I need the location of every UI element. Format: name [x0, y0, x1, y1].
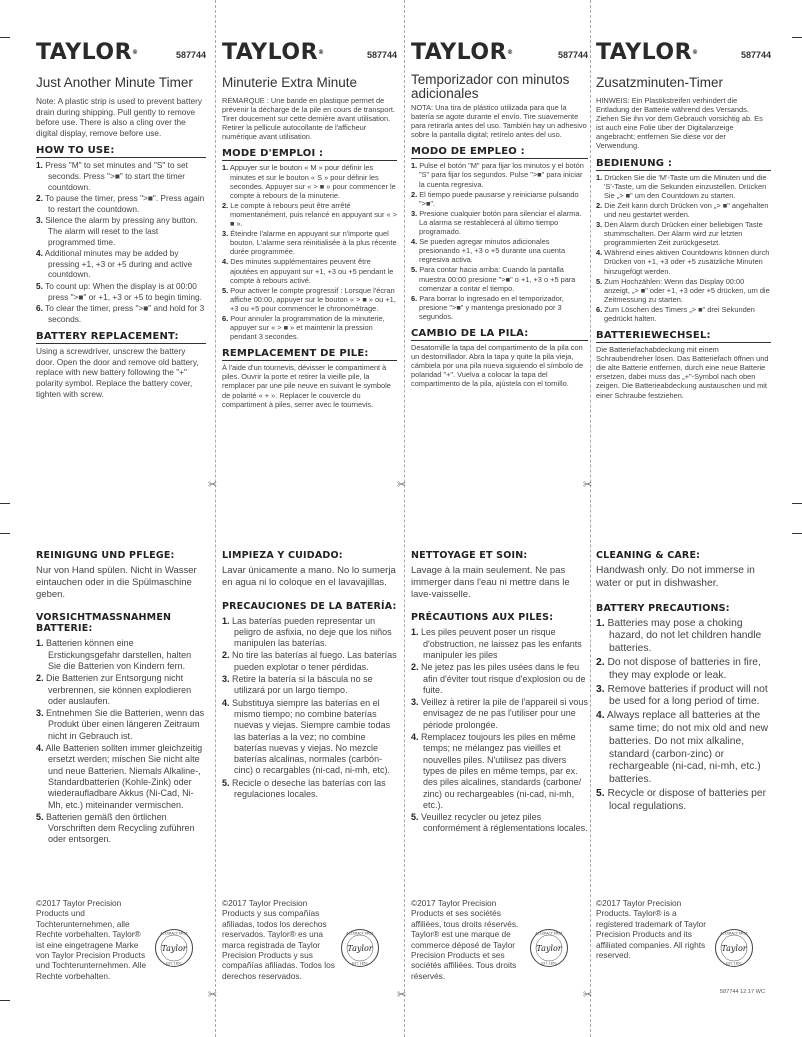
list-item: 6. To clear the timer, press ">■" and hold for 3 seconds. [36, 303, 205, 324]
list-item: 1. Appuyer sur le bouton « M » pour définir les minutes et sur le bouton « S » pour définir les secondes. Appuyer sur « > ■ » pour commencer le compte à rebours de la minuterie. [222, 163, 396, 200]
accuracy-first-seal-icon [340, 928, 380, 968]
list-item: 1. Las baterías pueden representar un peligro de asfixia, no deje que los niños manipulen las baterías. [222, 615, 392, 649]
list-item: 2. Do not dispose of batteries in fire, they may explode or leak. [596, 656, 761, 681]
scissors-icon: ✂ [583, 989, 593, 1001]
battery-heading: BATTERIEWECHSEL: [596, 330, 771, 343]
page-title: Minuterie Extra Minute [222, 75, 358, 90]
care-text: Handwash only. Do not immerse in water or put in dishwasher. [596, 565, 755, 589]
precautions-list [36, 638, 206, 845]
list-item: 4. Alle Batterien sollten immer gleichzeitig ersetzt werden; mischen Sie nicht alte und neue Batterien. Niemals Alkaline-, Standardbatterien (Kohle-Zink) oder wiederaufladbare Akkus (Ni-Cad, Ni-Mh, etc.) miteinander vermischen. [36, 743, 203, 810]
panel-french-care [411, 550, 588, 1000]
list-item: 3. Silence the alarm by pressing any button. The alarm will reset to the last programmed time. [36, 215, 198, 247]
svg-text:ACCURACY FIRST: ACCURACY FIRST [346, 931, 374, 936]
list-item: 4. Substituya siempre las baterías en el mismo tiempo; no combine baterías nuevas y viejas. Siempre cambie todas las baterías a la vez; no combine baterías nuevas y viejas. No mezcle baterías alcalinas, normales (carbón-cinc) o recargables (ni-cad, ni-mh, etc). [222, 697, 391, 776]
care-heading: REINIGUNG UND PFLEGE: [36, 550, 175, 561]
howto-heading: MODO DE EMPLEO : [411, 146, 588, 159]
list-item: 2. Die Zeit kann durch Drücken von „> ■" angehalten und neu gestartet werden. [596, 200, 769, 219]
list-item: 2. Ne jetez pas les piles usées dans le feu afin d'éviter tout risque d'explosion ou de fuite. [411, 662, 586, 695]
list-item: 1. Batteries may pose a choking hazard, do not let children handle batteries. [596, 617, 762, 655]
scissors-icon: ✂ [397, 989, 407, 1001]
battery-heading: CAMBIO DE LA PILA: [411, 328, 588, 341]
taylor-logo: TAYLOR® [36, 42, 139, 65]
precautions-heading: PRECAUCIONES DE LA BATERÍA: [222, 600, 397, 612]
care-heading: NETTOYAGE ET SOIN: [411, 550, 528, 561]
svg-text:Taylor: Taylor [536, 944, 562, 953]
svg-text:EST. 1851: EST. 1851 [726, 961, 742, 966]
svg-text:Taylor: Taylor [347, 944, 373, 953]
panel-spanish-instructions [411, 42, 588, 492]
scissors-icon: ✂ [397, 479, 407, 491]
list-item: 3. Éteindre l'alarme en appuyant sur n'importe quel bouton. L'alarme sera réinitialisée à la plus récente durée programmée. [222, 229, 397, 257]
care-heading: CLEANING & CARE: [596, 550, 701, 561]
care-text: Nur von Hand spülen. Nicht in Wasser eintauchen oder in die Spülmaschine geben. [36, 565, 197, 600]
copyright-text: ©2017 Taylor Precision Products und Tochterunternehmen, alle Rechte vorbehalten. Taylor® ist eine eingetragene Marke von Taylor Precision Products und Tochterunternehmen. Alle Rechte vorbehalten. [36, 898, 147, 981]
precautions-list [222, 616, 397, 801]
taylor-logo: TAYLOR® [222, 42, 325, 65]
list-item: 2. No tire las baterías al fuego. Las baterías pueden explotar o tener pérdidas. [222, 650, 397, 672]
svg-text:EST. 1851: EST. 1851 [352, 961, 368, 966]
list-item: 5. Pour activer le compte progressif : Lorsque l'écran affiche 00:00, appuyer sur le bouton « > ■ » ou +1, +3 ou +5 pour commencer le chronométrage. [222, 285, 396, 313]
svg-text:EST. 1851: EST. 1851 [541, 961, 557, 966]
model-number: 587744 [740, 50, 771, 60]
howto-heading: BEDIENUNG : [596, 158, 771, 171]
taylor-logo: TAYLOR® [411, 42, 514, 65]
taylor-logo: TAYLOR® [596, 42, 699, 65]
list-item: 3. Entnehmen Sie die Batterien, wenn das Produkt über einen längeren Zeitraum nicht in Gebrauch ist. [36, 708, 205, 741]
page-title: Just Another Minute Timer [36, 75, 193, 90]
crop-mark [792, 533, 802, 534]
list-item: 1. Pulse el botón "M" para fijar los minutos y el botón "S" para fijar los segundos. Pulse ">■" para iniciar la cuenta regresiva. [411, 161, 584, 189]
care-heading: LIMPIEZA Y CUIDADO: [222, 550, 343, 561]
panel-header [596, 42, 771, 68]
svg-text:ACCURACY FIRST: ACCURACY FIRST [720, 931, 748, 936]
crop-mark [792, 37, 802, 38]
list-item: 3. Presione cualquier botón para silenciar el alarma. La alarma se restablecerá al último tiempo programado. [411, 208, 582, 237]
battery-text: Desatornille la tapa del compartimento de la pila con un destornillador. Abra la tapa y quite la pila vieja, cámbiela por una pila nueva siguiendo el símbolo de polaridad "+". Vuelva a colocar la tapa del compartimento de la pila, ajústela con el tornillo. [411, 342, 584, 389]
scissors-icon: ✂ [208, 989, 218, 1001]
list-item: 1. Drücken Sie die 'M'-Taste um die Minuten und die 'S'-Taste, um die Sekunden einzustellen. Drücken Sie „> ■" um den Countdown zu starten. [596, 172, 767, 200]
fold-line [404, 0, 405, 1037]
precautions-list [411, 627, 588, 834]
list-item: 4. Se pueden agregar minutos adicionales presionando +1, +3 o +5 durante una cuenta regresiva activa. [411, 237, 566, 265]
howto-steps [411, 161, 588, 321]
list-item: 4. Always replace all batteries at the same time; do not mix old and new batteries. Do not mix alkaline, standard (carbon-zinc) or rechargeable (ni-cad, ni-mh, etc.) batteries. [596, 710, 769, 786]
list-item: 2. El tiempo puede pausarse y reiniciarse pulsando ">■". [411, 189, 579, 208]
list-item: 2. Die Batterien zur Entsorgung nicht verbrennen, sie können explodieren oder auslaufen. [36, 673, 192, 706]
panel-german-care [36, 550, 206, 1000]
howto-heading: MODE D'EMPLOI : [222, 148, 397, 161]
list-item: 5. Veuillez recycler ou jetez piles conformément à réglementations locales. [411, 812, 588, 834]
fold-line [590, 0, 591, 1037]
crop-mark [0, 37, 10, 38]
accuracy-first-seal-icon [529, 928, 569, 968]
list-item: 1. Batterien können eine Erstickungsgefahr darstellen, halten Sie die Batterien von Kindern fern. [36, 638, 192, 671]
list-item: 5. To count up: When the display is at 00:00 press ">■" or +1, +3 or +5 to begin timing. [36, 280, 202, 302]
list-item: 5. Batterien gemäß den örtlichen Vorschriften dem Recycling zuführen oder entsorgen. [36, 811, 195, 845]
model-number: 587744 [366, 50, 397, 60]
list-item: 6. Pour annuler la programmation de la minuterie, appuyer sur « > ■ » et maintenir la pression pendant 3 secondes. [222, 313, 385, 342]
scissors-icon: ✂ [208, 479, 218, 491]
precautions-heading: PRÉCAUTIONS AUX PILES: [411, 612, 554, 624]
howto-steps [596, 173, 771, 324]
precautions-list [596, 618, 771, 814]
list-item: 6. Para borrar lo ingresado en el temporizador, presione ">■" y mantenga presionado por 3 segundos. [411, 293, 564, 321]
list-item: 1. Press "M" to set minutes and "S" to set seconds. Press ">■" to start the timer countdown. [36, 160, 188, 192]
svg-text:Taylor: Taylor [161, 944, 187, 953]
list-item: 6. Zum Löschen des Timers „> ■" drei Sekunden gedrückt halten. [596, 304, 755, 323]
list-item: 5. Zum Hochzählen: Wenn das Display 00:00 anzeigt, „> ■" oder +1, +3 oder +5 drücken, um die Zeitmessung zu starten. [596, 276, 770, 304]
panel-french-instructions [222, 42, 397, 492]
crop-mark [0, 533, 10, 534]
list-item: 5. Recycle or dispose of batteries per local regulations. [596, 787, 767, 812]
care-text: Lavar únicamente a mano. No lo sumerja en agua ni lo coloque en el lavavajillas. [222, 565, 396, 588]
page-title: Zusatzminuten-Timer [596, 75, 724, 90]
svg-text:ACCURACY FIRST: ACCURACY FIRST [160, 931, 188, 936]
crop-mark [792, 503, 802, 504]
list-item: 2. Le compte à rebours peut être arrêté momentanément, puis relancé en appuyant sur « > ■ ». [222, 200, 397, 229]
list-item: 5. Recicle o deseche las baterías con las regulaciones locales. [222, 777, 386, 800]
panel-english-instructions [36, 42, 206, 492]
battery-text: Die Batteriefachabdeckung mit einem Schraubendreher lösen. Das Batteriefach öffnen und die alte Batterie entfernen, durch eine neue Batterie ersetzen, dabei muss das „+"-Symbol nach oben zeigen. Die Batterieabdeckung austauschen und mit einer Schraube festziehen. [596, 345, 769, 400]
copyright-text: ©2017 Taylor Precision Products et ses sociétés affiliées, tous droits réservés. Taylor® est une marque de commerce déposé de Taylor Precision Products et ses sociétés affiliées. Tous droits réservés. [411, 898, 519, 981]
list-item: 4. Additional minutes may be added by pressing +1, +3 or +5 during and active countdown. [36, 248, 193, 280]
list-item: 3. Den Alarm durch Drücken einer beliebigen Taste stummschalten. Der Alarm wird zur letzten programmierten Zeit zurückgesetzt. [596, 220, 763, 248]
precautions-heading: VORSICHTMASSNAHMEN BATTERIE: [36, 612, 172, 635]
accuracy-first-seal-icon [154, 928, 194, 968]
svg-text:EST. 1851: EST. 1851 [166, 961, 182, 966]
list-item: 1. Les piles peuvent poser un risque d'obstruction, ne laissez pas les enfants manipuler les piles [411, 627, 582, 660]
shipping-note: REMARQUE : Une bande en plastique permet de prévenir la décharge de la pile en cours de transport. Tirer doucement sur cette dernière avant utilisation. Retirer la pellicule autocollante de l'afficheur numérique avant utilisation. [222, 96, 395, 142]
battery-text: À l'aide d'un tournevis, dévisser le compartiment à piles. Ouvrir la porte et retirer la vieille pile, la remplacer par une pile neuve en suivant le symbole de polarité « + ». Replacer le couvercle du compartiment à piles, serrer avec le tournevis. [222, 363, 391, 409]
battery-heading: REMPLACEMENT DE PILE: [222, 348, 397, 361]
list-item: 3. Veillez à retirer la pile de l'appareil si vous envisagez de ne pas l'utiliser pour une période prolongée. [411, 697, 588, 730]
model-number: 587744 [175, 50, 206, 60]
care-text: Lavage à la main seulement. Ne pas immerger dans l'eau ni mettre dans le lave-vaisselle. [411, 565, 570, 600]
list-item: 2. To pause the timer, press ">■". Press again to restart the countdown. [36, 193, 205, 214]
crop-mark [0, 1000, 10, 1001]
fold-line [215, 0, 216, 1037]
howto-steps [222, 163, 397, 341]
panel-header [36, 42, 206, 68]
model-number: 587744 [557, 50, 588, 60]
battery-heading: BATTERY REPLACEMENT: [36, 331, 206, 344]
crop-mark [0, 503, 10, 504]
copyright-text: ©2017 Taylor Precision Products y sus compañías afiliadas, todos los derechos reservados. Taylor® es una marca registrada de Taylor Precision Products y sus compañías afiliadas. Todos los derechos reservados. [222, 898, 335, 981]
list-item: 4. Während eines aktiven Countdowns können durch Drücken von +1, +3 oder +5 zusätzliche Minuten hinzugefügt werden. [596, 248, 770, 276]
howto-heading: HOW TO USE: [36, 145, 206, 158]
list-item: 4. Des minutes supplémentaires peuvent être ajoutées en appuyant sur +1, +3 ou +5 pendant le compte à rebours activé. [222, 257, 394, 285]
svg-text:ACCURACY FIRST: ACCURACY FIRST [535, 931, 563, 936]
panel-english-care [596, 550, 771, 1000]
panel-header [222, 42, 397, 68]
list-item: 3. Remove batteries if product will not be used for a long period of time. [596, 683, 768, 708]
copyright-text: ©2017 Taylor Precision Products. Taylor® is a registered trademark of Taylor Precision Products and its affiliated companies. All rights reserved. [596, 898, 707, 961]
list-item: 5. Para contar hacia arriba: Cuando la pantalla muestra 00:00 presione ">■" o +1, +3 o +5 para comenzar a contar el tiempo. [411, 265, 576, 293]
precautions-heading: BATTERY PRECAUTIONS: [596, 602, 730, 614]
battery-text: Using a screwdriver, unscrew the battery door. Open the door and remove old battery, replace with new battery following the "+" polarity symbol. Replace the battery cover, tighten with screw. [36, 346, 199, 399]
shipping-note: Note: A plastic strip is used to prevent battery drain during shipping. Pull gently to remove before use. There is also a cling over the digital display, remove before use. [36, 96, 203, 138]
panel-header [411, 42, 588, 68]
scissors-icon: ✂ [583, 479, 593, 491]
panel-german-instructions [596, 42, 771, 492]
shipping-note: NOTA: Una tira de plástico utilizada para que la batería se agote durante el envío. Tire suavemente para retirarla antes del uso. También hay un adhesivo sobre la pantalla digital; retírelo antes del uso. [411, 103, 587, 140]
shipping-note: HINWEIS: Ein Plastikstreifen verhindert die Entladung der Batterie während des Versands. Ziehen Sie ihn vor dem Gebrauch vorsichtig ab. Es ist auch eine Folie über der Digitalanzeige angebracht; entfernen Sie diese vor der Verwendung. [596, 96, 763, 151]
accuracy-first-seal-icon [714, 928, 754, 968]
panel-spanish-care [222, 550, 397, 1000]
page-title: Temporizador con minutos adicionales [411, 72, 570, 101]
list-item: 3. Retire la batería si la báscula no se utilizará por un largo tiempo. [222, 674, 373, 696]
howto-steps [36, 160, 206, 324]
print-code: 587744 12.17 WC [719, 989, 765, 995]
list-item: 4. Remplacez toujours les piles en même temps; ne mélangez pas vieilles et nouvelles piles. N'utilisez pas divers types de piles en même temps, par ex. des piles alcalines, standards (carbone/ zinc) ou rechargeables (ni-cad, ni-mh, etc.). [411, 732, 582, 810]
svg-text:Taylor: Taylor [721, 944, 747, 953]
